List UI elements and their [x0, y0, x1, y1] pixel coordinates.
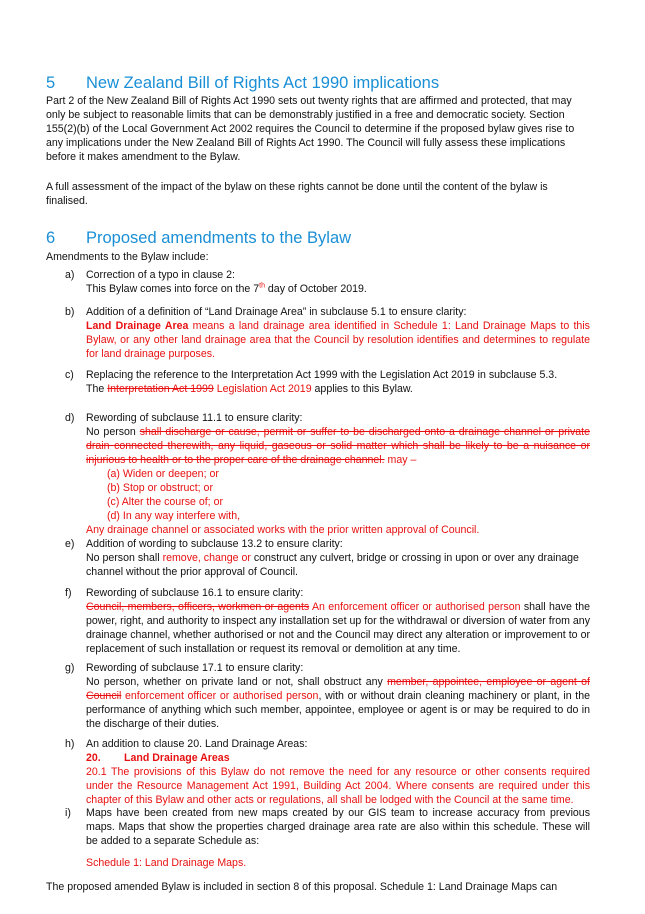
amendment-h-label: h)	[65, 738, 75, 750]
amendment-a-label: a)	[65, 269, 75, 281]
amendment-b-heading: Addition of a definition of “Land Drainage Area” in subclause 5.1 to ensure clarity:	[86, 306, 467, 318]
amendment-d-list-item: (a) Widen or deepen; or	[107, 468, 219, 480]
amendment-d-heading: Rewording of subclause 11.1 to ensure clarity:	[86, 412, 303, 424]
amendment-a-heading: Correction of a typo in clause 2:	[86, 269, 235, 281]
amendment-d-list	[107, 467, 590, 523]
section-6-number: 6	[46, 229, 56, 247]
amendment-e-inserted: remove, change or	[162, 552, 251, 564]
amendment-b	[65, 305, 590, 361]
amendment-b-term: Land Drainage Area	[86, 320, 189, 332]
amendment-d-text	[86, 425, 590, 467]
amendment-h-clause-number: 20.	[86, 752, 101, 764]
section-5-number: 5	[46, 74, 56, 92]
amendment-e-text	[86, 551, 590, 579]
amendment-i-text: Maps have been created from new maps created by our GIS team to increase accuracy from previous maps. Maps that show the properties charged drainage area rate are also within this schedule. These will be added to a separate Schedule as:	[86, 807, 590, 847]
amendment-b-definition	[86, 319, 590, 361]
amendment-c-inserted: Legislation Act 2019	[213, 383, 312, 395]
amendment-d-list-item: (d) In any way interfere with,	[107, 510, 241, 522]
amendment-f-deleted: Council, members, officers, workmen or agents	[86, 601, 310, 613]
amendment-f-label: f)	[65, 587, 72, 599]
amendment-a-text	[86, 282, 590, 296]
amendment-b-label: b)	[65, 306, 75, 318]
amendment-d-closing: Any drainage channel or associated works with the prior written approval of Council.	[86, 524, 480, 536]
amendment-h-clause-text: 20.1 The provisions of this Bylaw do not remove the need for any resource or other consents required under the Resource Management Act 1991, Building Act 2004. Where consents are required under this chapter of this Bylaw and other acts or regulations, all shall be lodged with the Council at the same time.	[86, 766, 590, 806]
amendment-g-text	[86, 675, 590, 731]
amendment-c-t2: applies to this Bylaw.	[311, 383, 413, 395]
amendment-c-label: c)	[65, 369, 74, 381]
amendment-g	[65, 661, 590, 731]
amendment-d-list-item: (c) Alter the course of; or	[107, 496, 223, 508]
amendment-f-t1: shall have the power, right, and authority to inspect any installation set up for the withdrawal or diversion of water from any drainage channel, whether authorised or not and the Council may direct any alteration or improvement to or replacement of such installation or request its removal or demolition at any time.	[86, 601, 591, 655]
section-6-title: Proposed amendments to the Bylaw	[86, 229, 352, 247]
amendment-e-t2: construct any culvert, bridge or crossing in upon or over any drainage channel without the prior approval of Council.	[86, 552, 579, 578]
section-5-heading	[46, 73, 439, 93]
amendment-f-heading: Rewording of subclause 16.1 to ensure clarity:	[86, 587, 304, 599]
amendment-i	[65, 806, 590, 870]
section-6-footer: The proposed amended Bylaw is included in section 8 of this proposal. Schedule 1: Land Drainage Maps can	[46, 881, 558, 893]
section-5-title: New Zealand Bill of Rights Act 1990 implications	[86, 74, 440, 92]
amendment-g-inserted: enforcement officer or authorised person	[121, 690, 319, 702]
amendment-g-label: g)	[65, 662, 75, 674]
amendment-a-text-after: day of October 2019.	[264, 283, 367, 295]
amendment-d-list-item: (b) Stop or obstruct; or	[107, 482, 213, 494]
amendment-b-definition-text: means a land drainage area identified in Schedule 1: Land Drainage Maps to this Bylaw, or any other land drainage area that the Council by resolution identifies and determines to regulate for land drainage purposes.	[86, 320, 590, 360]
amendment-d-deleted: shall discharge or cause, permit or suffer to be discharged onto a drainage channel or private drain connected therewith, any liquid, gaseous or solid matter which shall be likely to be a nuisance or injurious to health or to the proper care of the drainage channel.	[86, 426, 590, 466]
amendment-g-t2: , with or without drain cleaning machinery or plant, in the performance of anything which such member, appointee, employee or agent is or may be required to do in the discharge of their duties.	[86, 690, 590, 730]
amendment-a	[65, 268, 590, 296]
amendment-e-heading: Addition of wording to subclause 13.2 to ensure clarity:	[86, 538, 343, 550]
amendment-e	[65, 537, 590, 579]
amendment-a-text-before: This Bylaw comes into force on the 7	[86, 283, 260, 295]
amendment-f-text	[86, 600, 590, 656]
amendment-d	[65, 411, 590, 537]
amendment-e-label: e)	[65, 538, 75, 550]
amendment-i-schedule: Schedule 1: Land Drainage Maps.	[86, 857, 247, 869]
amendment-g-t1: No person, whether on private land or not, shall obstruct any	[86, 676, 388, 688]
amendment-c-heading: Replacing the reference to the Interpretation Act 1999 with the Legislation Act 2019 in subclause 5.3.	[86, 369, 558, 381]
amendment-c-t1: The	[86, 383, 108, 395]
amendment-d-t1: No person	[86, 426, 140, 438]
amendment-f	[65, 586, 590, 656]
amendment-c-text	[86, 382, 590, 396]
amendment-f-inserted: An enforcement officer or authorised person	[309, 601, 521, 613]
amendment-h-heading: An addition to clause 20. Land Drainage Areas:	[86, 738, 308, 750]
amendment-e-t1: No person shall	[86, 552, 163, 564]
amendment-d-inserted: may –	[384, 454, 417, 466]
section-5-paragraph-1: Part 2 of the New Zealand Bill of Rights Act 1990 sets out twenty rights that are affirmed and protected, that may only be subject to reasonable limits that can be demonstrably justified in a free and democratic society. Section 155(2)(b) of the Local Government Act 2002 requires the Council to determine if the proposed bylaw gives rise to any implications under the New Zealand Bill of Rights Act 1990. The Council will fully assess these implications before it makes amendment to the Bylaw.	[46, 95, 575, 163]
amendment-c	[65, 368, 590, 396]
section-6-intro: Amendments to the Bylaw include:	[46, 251, 209, 263]
amendment-d-label: d)	[65, 412, 75, 424]
amendment-h	[65, 737, 590, 807]
amendment-g-deleted: member, appointee, employee or agent of Council	[86, 676, 590, 702]
amendment-c-deleted: Interpretation Act 1999	[107, 383, 214, 395]
section-6-heading	[46, 228, 351, 248]
amendment-g-heading: Rewording of subclause 17.1 to ensure clarity:	[86, 662, 304, 674]
amendment-i-label: i)	[65, 807, 71, 819]
section-5-paragraph-2: A full assessment of the impact of the bylaw on these rights cannot be done until the content of the bylaw is finalised.	[46, 181, 548, 207]
amendment-a-sup: th	[259, 282, 265, 290]
amendment-h-clause-title: Land Drainage Areas	[124, 752, 230, 764]
amendment-h-clause-heading	[86, 751, 590, 765]
